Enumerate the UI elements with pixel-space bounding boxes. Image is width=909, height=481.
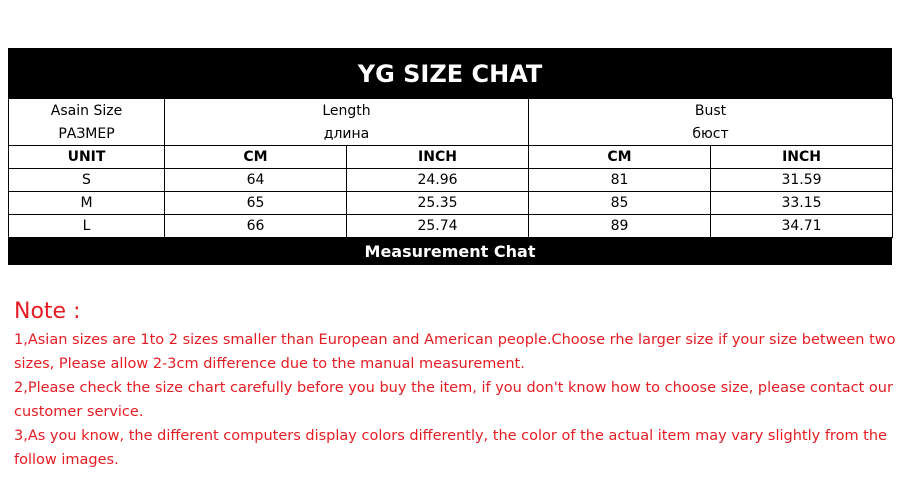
unit-cell: CM	[165, 146, 347, 169]
table-row	[9, 215, 893, 238]
size-cell: M	[9, 192, 165, 215]
length-header-en: Length	[165, 99, 529, 123]
bust-header-ru: бюст	[529, 122, 893, 146]
note-line: 2,Please check the size chart carefully before you buy the item, if you don't know how to choose size, please contact our customer service.	[14, 380, 893, 420]
size-cell: L	[9, 215, 165, 238]
length-cm-cell: 65	[165, 192, 347, 215]
length-inch-cell: 24.96	[347, 169, 529, 192]
bust-cm-cell: 85	[529, 192, 711, 215]
note-title: Note :	[14, 299, 81, 324]
note-line: 3,As you know, the different computers display colors differently, the color of the actual item may vary slightly from the follow images.	[14, 428, 887, 468]
length-header-ru: длина	[165, 122, 529, 146]
size-chart	[8, 48, 892, 265]
chart-footer: Measurement Chat	[8, 238, 892, 265]
length-inch-cell: 25.74	[347, 215, 529, 238]
size-header-en: Asain Size	[9, 99, 165, 123]
size-cell: S	[9, 169, 165, 192]
unit-cell: INCH	[347, 146, 529, 169]
unit-cell: CM	[529, 146, 711, 169]
chart-title: YG SIZE CHAT	[8, 48, 892, 98]
length-cm-cell: 66	[165, 215, 347, 238]
bust-inch-cell: 34.71	[711, 215, 893, 238]
note-section	[14, 298, 904, 472]
length-cm-cell: 64	[165, 169, 347, 192]
bust-inch-cell: 33.15	[711, 192, 893, 215]
bust-cm-cell: 89	[529, 215, 711, 238]
size-table	[8, 98, 893, 238]
note-line: 1,Asian sizes are 1to 2 sizes smaller than European and American people.Choose rhe larger size if your size between two sizes, Please allow 2-3cm difference due to the manual measurement.	[14, 332, 896, 372]
bust-cm-cell: 81	[529, 169, 711, 192]
bust-inch-cell: 31.59	[711, 169, 893, 192]
unit-cell: UNIT	[9, 146, 165, 169]
size-header-ru: РАЗМЕР	[9, 122, 165, 146]
unit-cell: INCH	[711, 146, 893, 169]
bust-header-en: Bust	[529, 99, 893, 123]
unit-row	[9, 146, 893, 169]
length-inch-cell: 25.35	[347, 192, 529, 215]
table-row	[9, 169, 893, 192]
table-row	[9, 192, 893, 215]
